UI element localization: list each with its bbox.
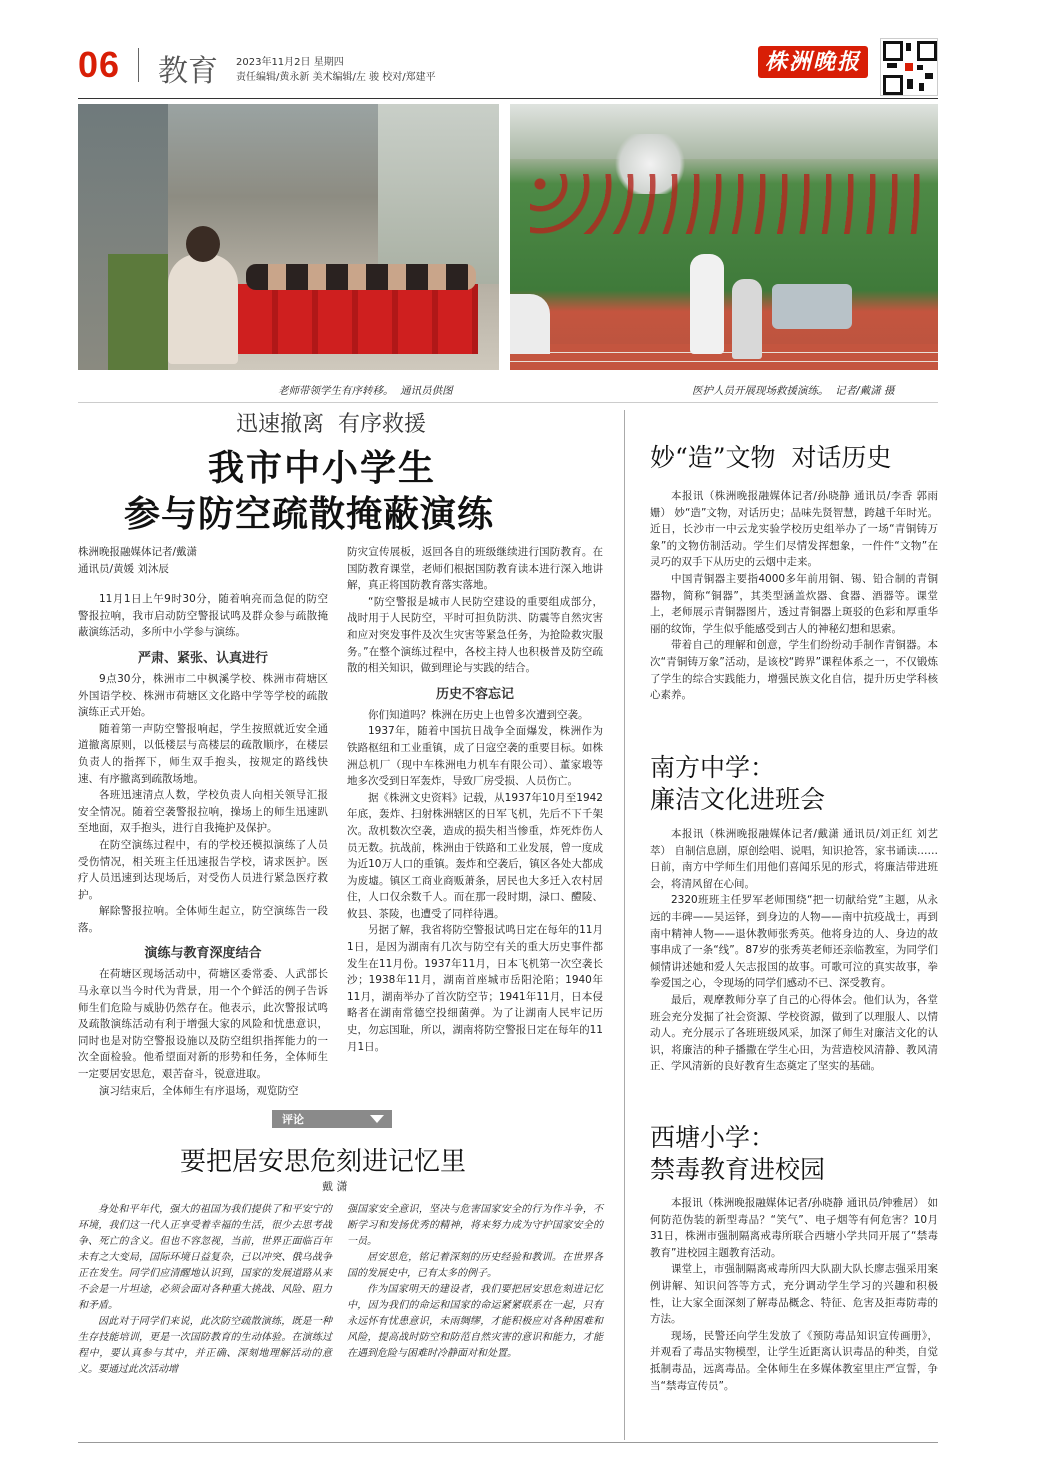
date-line: 2023年11月2日 星期四 (236, 57, 344, 68)
paragraph: “防空警报是城市人民防空建设的重要组成部分，战时用于人民防空，平时可担负防洪、防震等自然灾害和应对突发事件及次生灾害等紧急任务，为抢险救灾服务。”在整个演练过程中，各校主持人也积极普及防空疏散的相关知识，做到理论与实践的结合。 (347, 595, 603, 675)
paragraph: 中国青铜器主要指4000多年前用铜、锡、铅合制的青铜器物，简称“铜器”，其类型涵盖炊器、食器、酒器等。课堂上，老师展示青铜器图片，透过青铜器上斑驳的色彩和厚重华丽的纹饰，学生似乎能感受到古人的神秘幻想和思索。 (650, 572, 938, 635)
paragraph: 2320班班主任罗军老师围绕“把一切献给党”主题，从永远的丰碑——吴运铎，到身边的人物——南中抗疫战士，再到南中精神人物——退休教师张秀英。他将身边的人、身边的故事串成了一条“线”。87岁的张秀英老师还亲临教室，为同学们倾情讲述她和爱人矢志报国的故事。可歌可泣的真实故事，拳拳爱国之心，令现场的同学们感动不已、深受教育。 (650, 894, 938, 990)
paragraph: 另据了解，我省将防空警报试鸣日定在每年的11月1日，是因为湖南有几次与防空有关的重大历史事件都发生在11月份。1937年11月，日本飞机第一次空袭长沙；1938年11月，湖南首座城市岳阳沦陷；1940年11月，湖南举办了首次防空节；1941年11月，日本侵略者在湖南常德空投细菌弹。为了让湖南人民牢记历史，勿忘国耻，所以，湖南将防空警报日定在每年的11月1日。 (347, 924, 603, 1053)
header-divider (138, 48, 139, 82)
page-number: 06 (78, 44, 121, 85)
paragraph: 现场，民警还向学生发放了《预防毒品知识宣传画册》，并观看了毒品实物模型，让学生近距离认识毒品的种类，自觉抵制毒品，远离毒品。全体师生在多媒体教室里庄严宣誓，争当“禁毒宣传员”。 (650, 1329, 938, 1392)
paragraph: 强国家安全意识，坚决与危害国家安全的行为作斗争，不断学习和发扬优秀的精神，将来努力成为守护国家安全的一员。 (347, 1204, 603, 1247)
subheading: 演练与教育深度结合 (144, 946, 262, 962)
paragraph: 你们知道吗？株洲在历史上也曾多次遭到空袭。 (368, 708, 589, 721)
paragraph: 作为国家明天的建设者，我们要把居安思危刻进记忆中，因为我们的命运和国家的命运紧紧联系在一起，只有永远怀有忧患意识，未雨绸缪，才能积极应对各种困难和风险，提高战时防空和防范自然灾害的意识和能力，才能在遇到危险与困难时冷静面对和处置。 (347, 1284, 603, 1359)
main-title-line1: 我市中小学生 (208, 448, 437, 489)
article-2-body (650, 826, 938, 1075)
paragraph: 防灾宣传展板，返回各自的班级继续进行国防教育。在国防教育课堂，老师们根据国防教育读本进行深入地讲解，真正将国防教育落实落地。 (347, 546, 603, 592)
editors-line: 责任编辑/黄永新 美术编辑/左 骏 校对/郑建平 (236, 72, 436, 83)
paragraph: 各班迅速清点人数，学校负责人向相关领导汇报安全情况。随着空袭警报拉响，操场上的师生迅速趴至地面，双手抱头，进行自我掩护及保护。 (78, 789, 328, 835)
section-title: 教育 (158, 54, 218, 89)
paragraph: 课堂上，市强制隔离戒毒所四大队副大队长廖志强采用案例讲解、知识问答等方式，充分调动学生学习的兴趣和积极性，让大家全面深刻了解毒品概念、特征、危害及拒毒防毒的方法。 (650, 1263, 938, 1326)
commentary-col-2 (347, 1202, 603, 1362)
article-3-body (650, 1195, 938, 1394)
photo-evacuation (78, 104, 499, 370)
masthead-text: 株洲晚报 (764, 49, 861, 75)
subheading: 历史不容忘记 (435, 686, 514, 702)
footer-rule (78, 1442, 938, 1443)
commentary-author: 戴 潇 (322, 1180, 348, 1193)
paragraph: 居安思危，铭记着深刻的历史经验和教训。在世界各国的发展史中，已有太多的例子。 (347, 1252, 603, 1279)
paragraph: 本报讯（株洲晚报融媒体记者/戴潇 通讯员/刘正红 刘艺萃） 自制信息剧，原创绘唱、说唱，知识抢答，家书诵读……日前，南方中学师生们用他们喜闻乐见的形式，将廉洁带进班会，将清风留在心间。 (650, 828, 938, 890)
paragraph: 带着自己的理解和创意，学生们纷纷动手制作青铜器。本次“青铜铸万象”活动，是该校“跨界”课程体系之一，不仅锻炼了学生的综合实践能力，增强民族文化自信，提升历史学科核心素养。 (650, 639, 938, 702)
paragraph: 据《株洲文史资料》记载，从1937年10月至1942年底，轰炸、扫射株洲辖区的日军飞机，先后不下千架次。敌机数次空袭，造成的损失相当惨重，炸死炸伤人员无数。抗战前，株洲由于铁路和工业发展，曾一度成为近10万人口的重镇。轰炸和空袭后，镇区各处大都成为废墟。镇区工商业商贩萧条，居民也大多迁入农村居住，人口仅余数千人。而在那一段时期，渌口、醴陵、攸县、茶陵，也遭受了同样待遇。 (347, 791, 603, 920)
article-2-title-line1: 南方中学： (650, 753, 776, 782)
commentary-tag-label: 评论 (282, 1113, 304, 1126)
paragraph: 9点30分，株洲市二中枫溪学校、株洲市荷塘区外国语学校、株洲市荷塘区文化路中学等学校的疏散演练正式开始。 (78, 672, 328, 719)
triangle-down-icon (370, 1115, 384, 1123)
commentary-col-1 (78, 1202, 332, 1378)
paragraph: 在荷塘区现场活动中，荷塘区委常委、人武部长马永章以当今时代为背景，用一个个鲜活的例子告诉师生们危险与威胁仍然存在。他表示，此次警报试鸣及疏散演练活动有利于增强大家的风险和忧患意识，同时也是对防空警报设施以及防空组织指挥能力的一次全面检验。他希望面对新的形势和任务，全体师生一定要居安思危，艰苦奋斗，锐意进取。 (78, 968, 328, 1081)
paragraph: 解除警报拉响。全体师生起立，防空演练告一段落。 (78, 905, 328, 934)
column-rule (624, 410, 625, 1440)
header-rule (78, 98, 938, 99)
photo-rule (78, 402, 938, 403)
main-title-line2: 参与防空疏散掩蔽演练 (124, 494, 495, 535)
paragraph: 1937年，随着中国抗日战争全面爆发，株洲作为铁路枢纽和工业重镇，成了日寇空袭的重要目标。如株洲总机厂（现中车株洲电力机车有限公司）、董家塅等地多次受到日军轰炸，导致厂房受损、人员伤亡。 (347, 725, 603, 788)
paragraph: 因此对于同学们来说，此次防空疏散演练，既是一种生存技能培训，更是一次国防教育的生动体验。在演练过程中，要认真参与其中，并正确、深刻地理解活动的意义。要通过此次活动增 (78, 1316, 332, 1375)
article-2-title-line2: 廉洁文化进班会 (650, 785, 826, 814)
main-kicker: 迅速撤离 有序救援 (236, 412, 426, 437)
paragraph: 本报讯（株洲晚报融媒体记者/孙晓静 通讯员/钟雅居） 如何防范伪装的新型毒品？“笑气”、电子烟等有何危害？10月31日，株洲市强制隔离戒毒所联合西塘小学共同开展了“禁毒教育”进校园主题教育活动。 (650, 1197, 938, 1259)
photo-caption-left: 老师带领学生有序转移。 通讯员供图 (278, 385, 453, 397)
paragraph: 身处和平年代，强大的祖国为我们提供了和平安宁的环境，我们这一代人正享受着幸福的生活，很少去思考战争、死亡的含义。但也不容忽视，当前，世界正面临百年未有之大变局，国际环境日益复杂，已以冲突、俄乌战争正在发生。同学们应清醒地认识到，国家的发展道路从来不会是一片坦途，必须会面对各种重大挑战、风险、阻力和矛盾。 (78, 1204, 332, 1311)
article-1-title: 妙“造”文物 对话历史 (650, 443, 892, 472)
commentary-title: 要把居安思危刻进记忆里 (180, 1147, 467, 1177)
main-col-1 (78, 544, 328, 1099)
qr-code (880, 38, 938, 96)
main-byline-2: 通讯员/黄媛 刘沐辰 (78, 562, 169, 575)
photo-caption-right: 医护人员开展现场救援演练。 记者/戴潇 摄 (692, 385, 895, 397)
paragraph: 演习结束后，全体师生有序退场，观览防空 (99, 1084, 299, 1097)
paragraph: 最后，观摩教师分享了自己的心得体会。他们认为，各堂班会充分发掘了社会资源、学校资源，做到了以理服人、以情动人。充分展示了各班班级风采，加深了师生对廉洁文化的认识，将廉洁的种子播撒在学生心田，为营造校风清静、教风清正、学风清新的良好教育生态奠定了坚实的基础。 (650, 993, 938, 1073)
paragraph: 在防空演练过程中，有的学校还模拟演练了人员受伤情况，相关班主任迅速报告学校，请求医护。医疗人员迅速到达现场后，对受伤人员进行紧急医疗救护。 (78, 838, 328, 901)
paragraph: 11月1日上午9时30分，随着响亮而急促的防空警报拉响，我市启动防空警报试鸣及群众参与疏散掩蔽演练活动，多所中小学参与演练。 (78, 593, 328, 639)
subheading: 严肃、紧张、认真进行 (137, 650, 268, 666)
article-3-title-line2: 禁毒教育进校园 (650, 1155, 826, 1184)
paragraph: 随着第一声防空警报响起，学生按照就近安全通道撤离原则，以低楼层与高楼层的疏散顺序，在楼层负责人的指挥下，师生双手抱头，按规定的路线快速、有序撤离到疏散场地。 (78, 722, 328, 785)
photo-medical-drill (510, 104, 938, 370)
article-3-title-line1: 西塘小学： (650, 1123, 776, 1152)
commentary-tag (272, 1110, 392, 1128)
masthead-logo (758, 46, 868, 78)
main-col-2 (347, 544, 603, 1055)
main-byline-1: 株洲晚报融媒体记者/戴潇 (78, 546, 198, 558)
paragraph: 本报讯（株洲晚报融媒体记者/孙晓静 通讯员/李香 郭雨姗） 妙“造”文物，对话历史；品味先贤智慧，跨越千年时光。近日，长沙市一中云龙实验学校历史组举办了一场“青铜铸万象”的文物仿制活动。学生们尽情发挥想象，一件件“文物”在灵巧的双手下从历史的云烟中走来。 (650, 490, 938, 569)
article-1-body (650, 488, 938, 704)
